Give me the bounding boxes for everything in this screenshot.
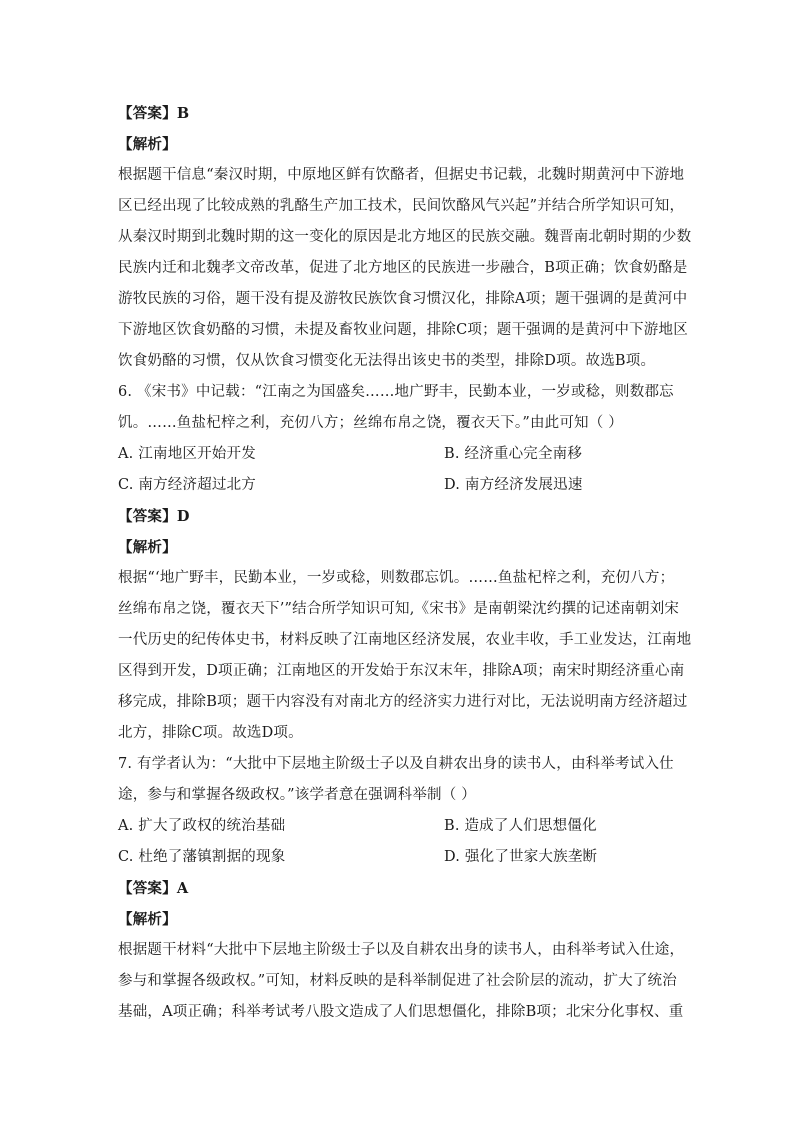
- option-row: [118, 470, 678, 501]
- option-c: C. 南方经济超过北方: [118, 477, 256, 493]
- option-b: B. 经济重心完全南移: [444, 446, 583, 462]
- option-row: [118, 439, 678, 470]
- analysis-line: 区得到开发，D项正确；江南地区的开发始于东汉末年，排除A项；南宋时期经济重心南: [118, 663, 685, 679]
- analysis-line: 饮食奶酪的习惯，仅从饮食习惯变化无法得出该史书的类型，排除D项。故选B项。: [118, 353, 656, 369]
- document-page: [118, 98, 692, 1028]
- option-d: D. 南方经济发展迅速: [444, 477, 583, 493]
- analysis-line: 根据“‘地广野丰，民勤本业，一岁或稔，则数郡忘饥。……鱼盐杞梓之利，充仞八方；: [118, 570, 675, 586]
- question-stem: 6. 《宋书》中记载：“江南之为国盛矣……地广野丰，民勤本业，一岁或稔，则数郡忘: [118, 384, 674, 400]
- question-stem: 途，参与和掌握各级政权。”该学者意在强调科举制（ ）: [118, 787, 476, 803]
- answer-line: 【答案】D: [118, 508, 190, 525]
- answer-line: 【答案】A: [118, 880, 189, 897]
- question-stem: 7. 有学者认为：“大批中下层地主阶级士子以及自耕农出身的读书人，由科举考试入仕: [118, 756, 674, 772]
- analysis-line: 根据题干材料“大批中下层地主阶级士子以及自耕农出身的读书人，由科举考试入仕途，: [118, 942, 685, 958]
- analysis-line: 丝绵布帛之饶，覆衣天下’”结合所学知识可知,《宋书》是南朝梁沈约撰的记述南朝刘宋: [118, 601, 680, 617]
- question-stem: 饥。……鱼盐杞梓之利，充仞八方；丝绵布帛之饶，覆衣天下。”由此可知（ ）: [118, 415, 623, 431]
- analysis-heading: 【解析】: [118, 911, 177, 928]
- analysis-line: 区已经出现了比较成熟的乳酪生产加工技术，民间饮酪风气兴起”并结合所学知识可知，: [118, 198, 685, 214]
- option-a: A. 江南地区开始开发: [118, 446, 256, 462]
- option-a: A. 扩大了政权的统治基础: [118, 818, 286, 834]
- analysis-line: 民族内迁和北魏孝文帝改革，促进了北方地区的民族进一步融合，B项正确；饮食奶酪是: [118, 260, 688, 276]
- analysis-line: 移完成，排除B项；题干内容没有对南北方的经济实力进行对比，无法说明南方经济超过: [118, 694, 688, 710]
- option-c: C. 杜绝了藩镇割据的现象: [118, 849, 286, 865]
- answer-line: 【答案】B: [118, 105, 190, 122]
- analysis-line: 游牧民族的习俗，题干没有提及游牧民族饮食习惯汉化，排除A项；题干强调的是黄河中: [118, 291, 688, 307]
- option-row: [118, 842, 678, 873]
- analysis-line: 一代历史的纪传体史书，材料反映了江南地区经济发展，农业丰收，手工业发达，江南地: [118, 632, 692, 648]
- analysis-line: 根据题干信息“秦汉时期，中原地区鲜有饮酪者，但据史书记载，北魏时期黄河中下游地: [118, 167, 685, 183]
- option-row: [118, 811, 678, 842]
- analysis-line: 参与和掌握各级政权。”可知，材料反映的是科举制促进了社会阶层的流动，扩大了统治: [118, 973, 677, 989]
- analysis-heading: 【解析】: [118, 136, 177, 153]
- analysis-line: 基础，A项正确；科举考试考八股文造成了人们思想僵化，排除B项；北宋分化事权、重: [118, 1004, 684, 1020]
- option-b: B. 造成了人们思想僵化: [444, 818, 597, 834]
- analysis-line: 下游地区饮食奶酪的习惯，未提及畜牧业问题，排除C项；题干强调的是黄河中下游地区: [118, 322, 688, 338]
- analysis-line: 从秦汉时期到北魏时期的这一变化的原因是北方地区的民族交融。魏晋南北朝时期的少数: [118, 229, 692, 245]
- option-d: D. 强化了世家大族垄断: [444, 849, 598, 865]
- analysis-line: 北方，排除C项。故选D项。: [118, 725, 303, 741]
- analysis-heading: 【解析】: [118, 539, 177, 556]
